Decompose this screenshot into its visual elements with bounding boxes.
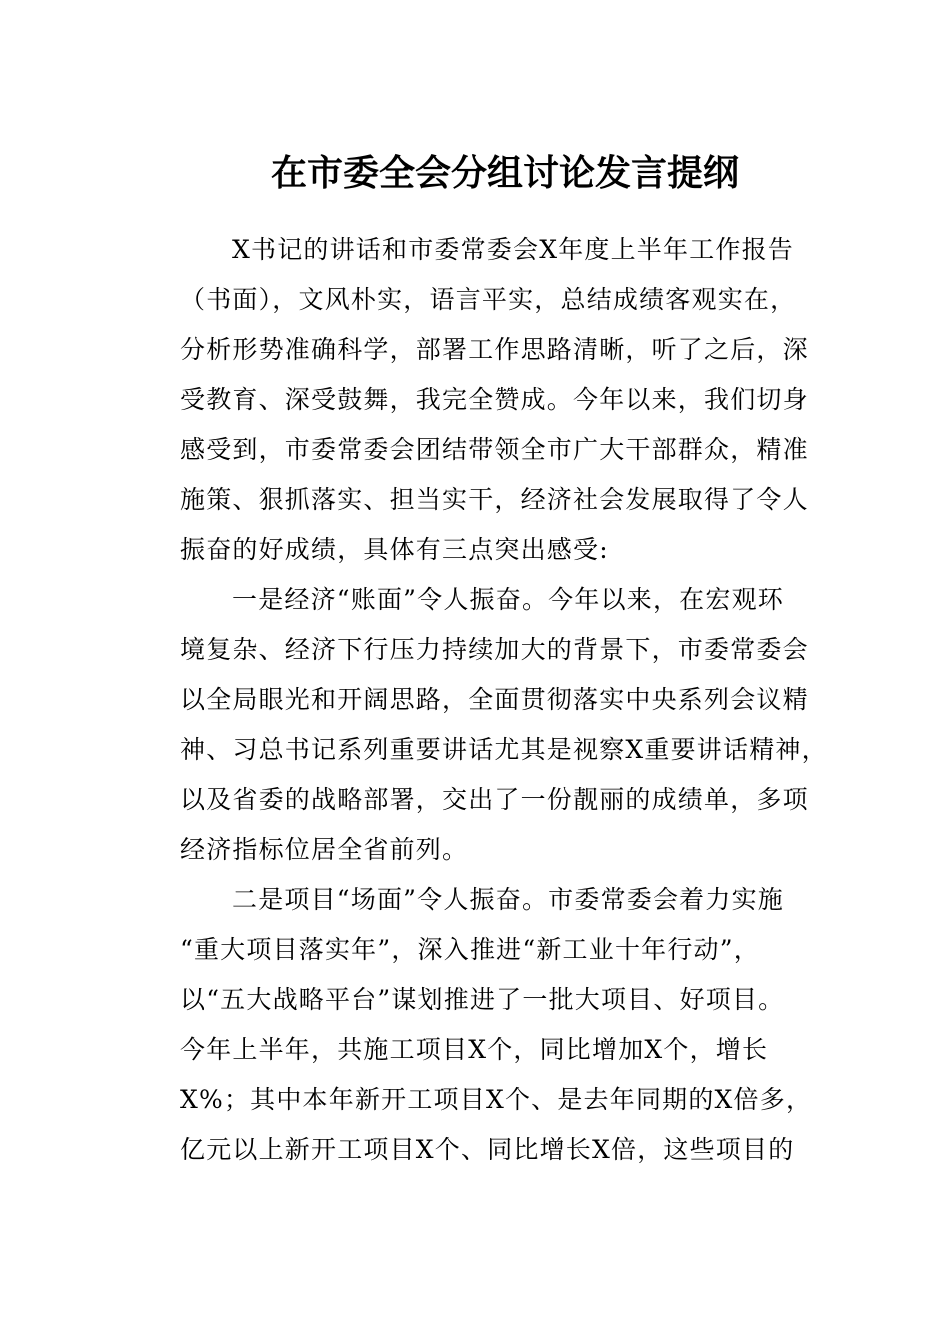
text-line: 振奋的好成绩，具体有三点突出感受: [180,535,609,564]
text-line: 境复杂、经济下行压力持续加大的背景下，市委常委会 [180,635,809,664]
text-line: 以“五大战略平台”谋划推进了一批大项目、好项目。 [180,985,785,1014]
paragraph-2 [180,575,840,875]
text-line: 一是经济“账面”令人振奋。今年以来，在宏观环 [232,585,784,614]
text-line: X%；其中本年新开工项目X个、是去年同期的X倍多， [180,1085,813,1114]
text-line: （书面），文风朴实，语言平实，总结成绩客观实在， [180,285,797,314]
text-line: 二是项目“场面”令人振奋。市委常委会着力实施 [232,885,784,914]
document-title: 在市委全会分组讨论发言提纲 [270,152,739,194]
text-line: 今年上半年，共施工项目X个，同比增加X个，增长 [180,1035,769,1064]
text-line: 神、习总书记系列重要讲话尤其是视察X重要讲话精神， [180,735,828,764]
document-body [180,225,840,1175]
text-line: 感受到，市委常委会团结带领全市广大干部群众，精准 [180,435,809,464]
text-line: 经济指标位居全省前列。 [180,835,469,864]
text-line: 以及省委的战略部署，交出了一份靓丽的成绩单，多项 [180,785,809,814]
text-line: 施策、狠抓落实、担当实干，经济社会发展取得了令人 [180,485,809,514]
text-line: X书记的讲话和市委常委会X年度上半年工作报告 [232,235,794,264]
paragraph-1 [180,225,840,575]
text-line: 受教育、深受鼓舞，我完全赞成。今年以来，我们切身 [180,385,809,414]
text-line: “重大项目落实年”，深入推进“新工业十年行动”， [180,935,760,964]
text-line: 亿元以上新开工项目X个、同比增长X倍，这些项目的 [180,1135,795,1164]
paragraph-3 [180,875,840,1175]
text-line: 以全局眼光和开阔思路，全面贯彻落实中央系列会议精 [180,685,809,714]
text-line: 分析形势准确科学，部署工作思路清晰，听了之后，深 [180,335,809,364]
